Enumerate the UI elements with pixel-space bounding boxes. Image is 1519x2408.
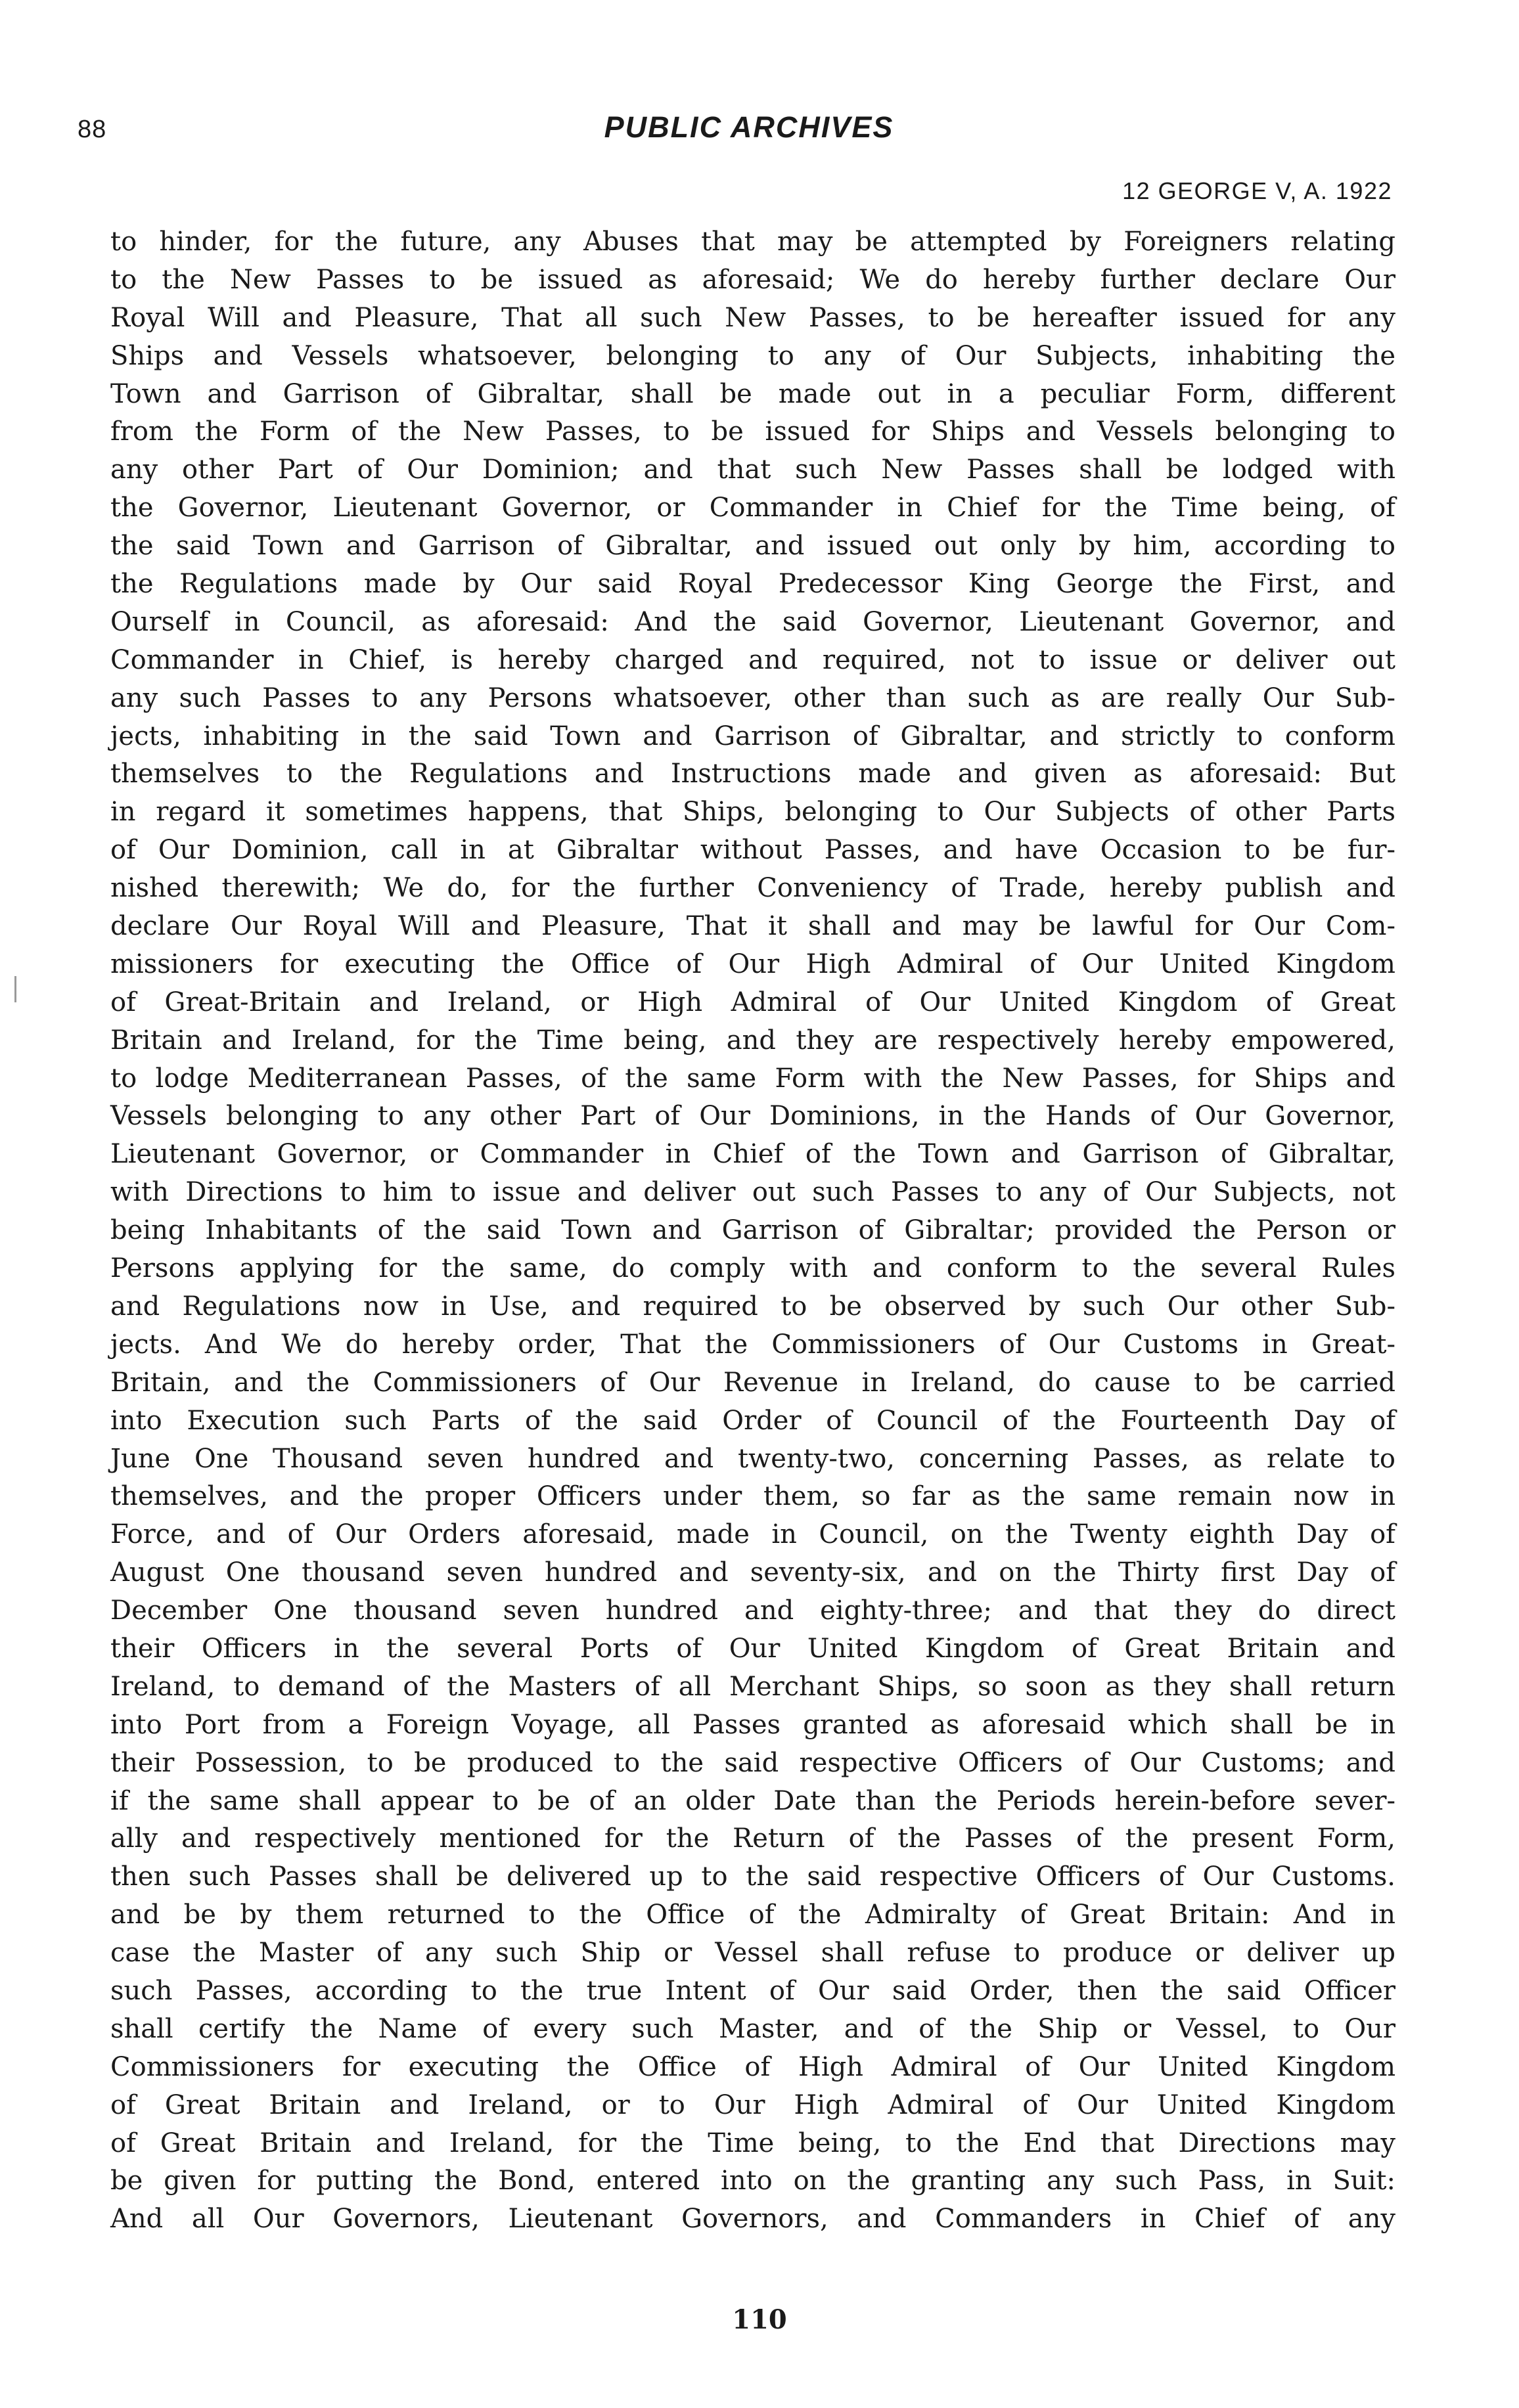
- text-line: jects. And We do hereby order, That the Commissioners of Our Customs in Great-: [110, 1329, 1395, 1360]
- text-line: Vessels belonging to any other Part of Our Dominions, in the Hands of Our Governor,: [110, 1101, 1395, 1132]
- text-line: Commander in Chief, is hereby charged and required, not to issue or deliver out: [110, 644, 1395, 675]
- text-line: shall certify the Name of every such Master, and of the Ship or Vessel, to Our: [110, 2013, 1395, 2044]
- text-line: in regard it sometimes happens, that Ships, belonging to Our Subjects of other Parts: [110, 797, 1395, 828]
- folio-number: 110: [732, 2304, 787, 2335]
- text-line: Town and Garrison of Gibraltar, shall be made out in a peculiar Form, different: [110, 378, 1395, 409]
- text-line: And all Our Governors, Lieutenant Governors, and Commanders in Chief of any: [110, 2204, 1395, 2235]
- text-line: and be by them returned to the Office of the Admiralty of Great Britain: And in: [110, 1900, 1395, 1930]
- margin-mark: [14, 976, 16, 1002]
- text-line: the Regulations made by Our said Royal Predecessor King George the First, and: [110, 569, 1395, 600]
- text-line: Britain and Ireland, for the Time being, and they are respectively hereby empowered,: [110, 1025, 1395, 1056]
- text-line: and Regulations now in Use, and required to be observed by such Our other Sub-: [110, 1291, 1395, 1322]
- text-line: be given for putting the Bond, entered into on the granting any such Pass, in Suit:: [110, 2166, 1395, 2196]
- text-line: December One thousand seven hundred and eighty-three; and that they do direct: [110, 1595, 1395, 1626]
- text-line: any other Part of Our Dominion; and that such New Passes shall be lodged with: [110, 455, 1395, 485]
- text-line: of Great-Britain and Ireland, or High Admiral of Our United Kingdom of Great: [110, 987, 1395, 1017]
- page-number: 88: [78, 116, 107, 143]
- text-line: Ourself in Council, as aforesaid: And the said Governor, Lieutenant Governor, and: [110, 606, 1395, 637]
- text-line: nished therewith; We do, for the further Conveniency of Trade, hereby publish and: [110, 873, 1395, 904]
- text-line: August One thousand seven hundred and seventy-six, and on the Thirty first Day of: [110, 1557, 1395, 1588]
- text-line: into Port from a Foreign Voyage, all Passes granted as aforesaid which shall be in: [110, 1709, 1395, 1740]
- running-title: PUBLIC ARCHIVES: [604, 110, 894, 144]
- text-line: of Great Britain and Ireland, for the Time being, to the End that Directions may: [110, 2128, 1395, 2158]
- text-line: to the New Passes to be issued as aforesaid; We do hereby further declare Our: [110, 264, 1395, 295]
- text-line: Ireland, to demand of the Masters of all Merchant Ships, so soon as they shall return: [110, 1671, 1395, 1702]
- text-line: their Officers in the several Ports of Our United Kingdom of Great Britain and: [110, 1633, 1395, 1664]
- text-line: themselves, and the proper Officers under them, so far as the same remain now in: [110, 1481, 1395, 1512]
- text-line: Royal Will and Pleasure, That all such New Passes, to be hereafter issued for any: [110, 302, 1395, 333]
- text-line: missioners for executing the Office of Our High Admiral of Our United Kingdom: [110, 948, 1395, 979]
- text-line: Lieutenant Governor, or Commander in Chief of the Town and Garrison of Gibraltar,: [110, 1139, 1395, 1170]
- text-line: any such Passes to any Persons whatsoever, other than such as are really Our Sub-: [110, 682, 1395, 713]
- text-line: the Governor, Lieutenant Governor, or Commander in Chief for the Time being, of: [110, 493, 1395, 524]
- session-label: 12 GEORGE V, A. 1922: [1122, 177, 1392, 204]
- text-line: of Our Dominion, call in at Gibraltar without Passes, and have Occasion to be fur-: [110, 835, 1395, 866]
- text-line: Ships and Vessels whatsoever, belonging to any of Our Subjects, inhabiting the: [110, 340, 1395, 371]
- text-line: with Directions to him to issue and deliver out such Passes to any of Our Subjects, not: [110, 1177, 1395, 1208]
- text-line: themselves to the Regulations and Instructions made and given as aforesaid: But: [110, 759, 1395, 790]
- text-line: to lodge Mediterranean Passes, of the same Form with the New Passes, for Ships and: [110, 1063, 1395, 1094]
- text-line: declare Our Royal Will and Pleasure, That it shall and may be lawful for Our Com-: [110, 911, 1395, 942]
- text-line: Persons applying for the same, do comply with and conform to the several Rules: [110, 1253, 1395, 1284]
- text-line: ally and respectively mentioned for the Return of the Passes of the present Form,: [110, 1823, 1395, 1854]
- text-line: Force, and of Our Orders aforesaid, made in Council, on the Twenty eighth Day of: [110, 1519, 1395, 1550]
- text-line: of Great Britain and Ireland, or to Our High Admiral of Our United Kingdom: [110, 2089, 1395, 2120]
- text-line: June One Thousand seven hundred and twenty-two, concerning Passes, as relate to: [110, 1443, 1395, 1474]
- text-line: their Possession, to be produced to the said respective Officers of Our Customs; and: [110, 1747, 1395, 1778]
- text-line: the said Town and Garrison of Gibraltar, and issued out only by him, according to: [110, 531, 1395, 562]
- text-line: from the Form of the New Passes, to be issued for Ships and Vessels belonging to: [110, 416, 1395, 447]
- text-line: being Inhabitants of the said Town and Garrison of Gibraltar; provided the Person or: [110, 1215, 1395, 1246]
- text-line: Britain, and the Commissioners of Our Revenue in Ireland, do cause to be carried: [110, 1367, 1395, 1398]
- text-line: such Passes, according to the true Intent of Our said Order, then the said Officer: [110, 1975, 1395, 2006]
- body-text: [110, 223, 1395, 2239]
- text-line: into Execution such Parts of the said Order of Council of the Fourteenth Day of: [110, 1405, 1395, 1436]
- text-line: then such Passes shall be delivered up to the said respective Officers of Our Customs.: [110, 1862, 1395, 1892]
- text-line: jects, inhabiting in the said Town and Garrison of Gibraltar, and strictly to conform: [110, 721, 1395, 751]
- text-line: to hinder, for the future, any Abuses that may be attempted by Foreigners relating: [110, 227, 1395, 257]
- text-line: if the same shall appear to be of an older Date than the Periods herein-before sever-: [110, 1785, 1395, 1816]
- text-line: case the Master of any such Ship or Vessel shall refuse to produce or deliver up: [110, 1938, 1395, 1969]
- text-line: Commissioners for executing the Office of High Admiral of Our United Kingdom: [110, 2051, 1395, 2082]
